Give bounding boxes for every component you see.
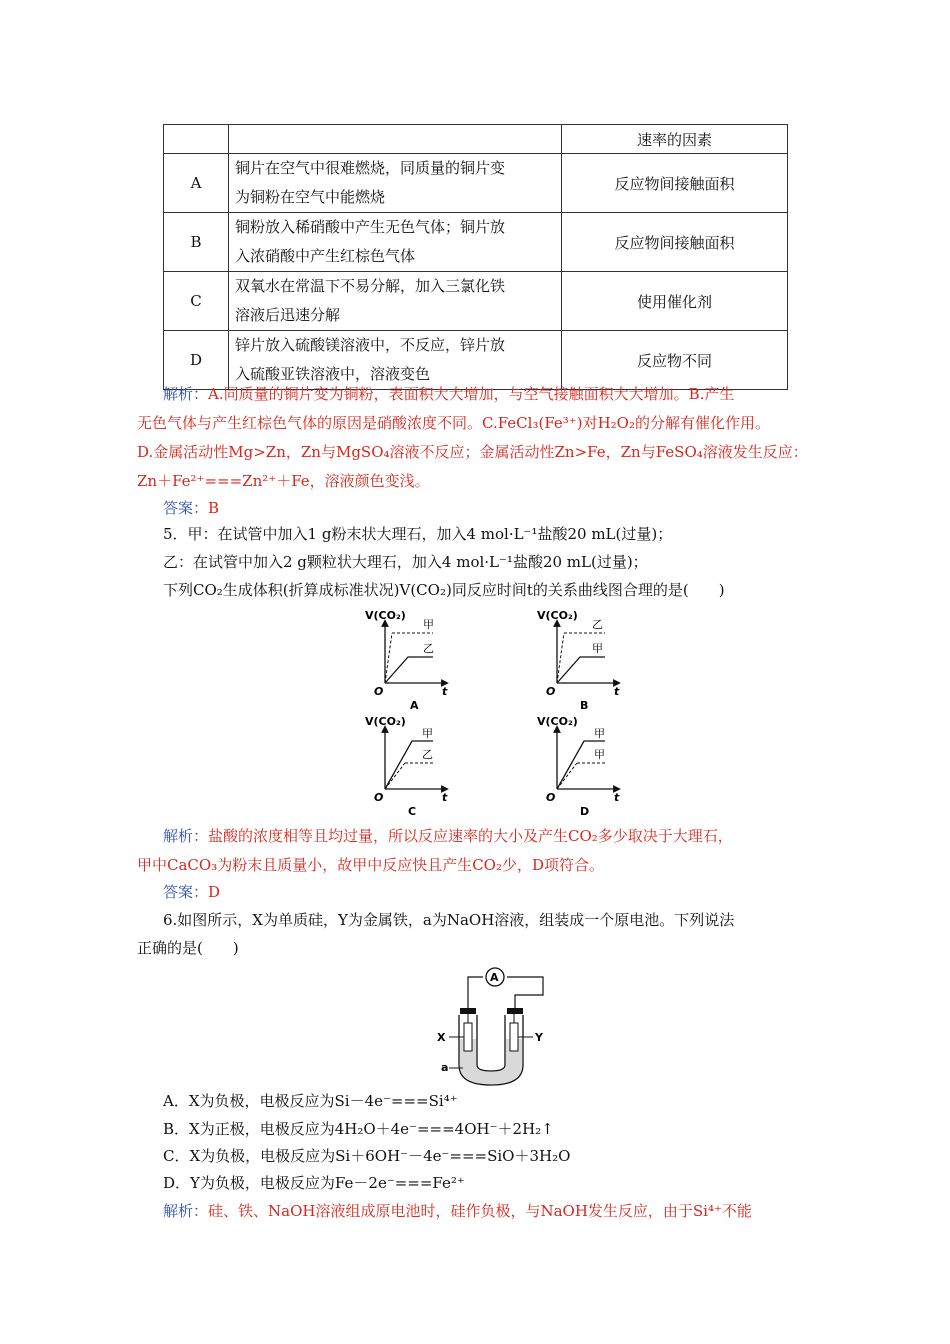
table-header-cell (229, 125, 562, 154)
row-phenomenon: 铜粉放入稀硝酸中产生无色气体；铜片放 入浓硝酸中产生红棕色气体 (229, 213, 562, 272)
table-row (164, 154, 788, 213)
u-tube-cell-diagram (435, 965, 555, 1090)
origin-label: O (546, 685, 556, 698)
electrode-x-label: X (437, 1031, 446, 1044)
electrode-y-label: Y (535, 1031, 543, 1044)
q5-answer: 答案：D (163, 883, 221, 901)
row-label: B (164, 213, 229, 272)
q5-stem-line-3: 下列CO₂生成体积(折算成标准状况)V(CO₂)同反应时间t的关系曲线图合理的是( ) (163, 581, 725, 599)
y-axis-label: V(CO₂) (537, 715, 578, 728)
factor-table (163, 124, 788, 390)
q4-answer: 答案：B (163, 499, 220, 517)
row-factor: 反应物间接触面积 (562, 213, 788, 272)
x-axis-label: t (614, 791, 620, 804)
curve-label-top: 甲 (423, 618, 434, 631)
row-label: C (164, 272, 229, 331)
q6-stem-line-1: 6.如图所示，X为单质硅，Y为金属铁，a为NaOH溶液，组装成一个原电池。下列说法 (163, 911, 735, 929)
row-label: D (164, 331, 229, 390)
q6-analysis-line-1: 解析：硅、铁、NaOH溶液组成原电池时，硅作负极，与NaOH发生反应，由于Si⁴⁺不能 (163, 1202, 752, 1220)
table-row (164, 272, 788, 331)
q6-stem-line-2: 正确的是( ) (137, 939, 239, 957)
curve-label-bottom: 乙 (422, 748, 433, 761)
table-header-cell: 速率的因素 (562, 125, 788, 154)
curve-label-top: 乙 (592, 618, 603, 631)
graph-panel-b (537, 609, 620, 712)
row-label: A (164, 154, 229, 213)
y-axis-label: V(CO₂) (365, 715, 406, 728)
y-axis-label: V(CO₂) (365, 609, 406, 622)
ammeter-label: A (490, 971, 499, 984)
table-header-cell (164, 125, 229, 154)
panel-letter: A (410, 699, 419, 712)
q6-option-b: B．X为正极，电极反应为4H₂O＋4e⁻===4OH⁻＋2H₂↑ (163, 1120, 554, 1138)
solution-label: a (441, 1061, 449, 1074)
origin-label: O (546, 791, 556, 804)
q5-analysis-line-2: 甲中CaCO₃为粉末且质量小，故甲中反应快且产生CO₂少，D项符合。 (137, 856, 605, 874)
row-phenomenon: 锌片放入硫酸镁溶液中，不反应，锌片放 入硫酸亚铁溶液中，溶液变色 (229, 331, 562, 390)
row-factor: 反应物间接触面积 (562, 154, 788, 213)
origin-label: O (374, 791, 384, 804)
q6-option-a: A．X为负极，电极反应为Si－4e⁻===Si⁴⁺ (163, 1092, 458, 1110)
panel-letter: B (580, 699, 589, 712)
x-axis-label: t (614, 685, 620, 698)
q5-analysis-line-1: 解析：盐酸的浓度相等且均过量，所以反应速率的大小及产生CO₂多少取决于大理石， (163, 827, 733, 845)
q4-analysis-line-1: 解析：A.同质量的铜片变为铜粉，表面积大大增加，与空气接触面积大大增加。B.产生 (163, 385, 735, 403)
curve-label-bottom: 甲 (592, 642, 603, 655)
q5-graphs (330, 605, 630, 820)
graph-panel-a (365, 609, 448, 712)
y-axis-label: V(CO₂) (537, 609, 578, 622)
graph-panel-d (537, 715, 620, 818)
q4-analysis-line-4: Zn＋Fe²⁺===Zn²⁺＋Fe，溶液颜色变浅。 (137, 472, 430, 490)
curve-label-top: 甲 (422, 727, 433, 740)
row-phenomenon: 双氧水在常温下不易分解，加入三氯化铁 溶液后迅速分解 (229, 272, 562, 331)
panel-letter: C (408, 805, 417, 818)
x-axis-label: t (442, 791, 448, 804)
q5-stem-line-2: 乙：在试管中加入2 g颗粒状大理石，加入4 mol·L⁻¹盐酸20 mL(过量)； (163, 553, 648, 571)
q4-analysis-line-2: 无色气体与产生红棕色气体的原因是硝酸浓度不同。C.FeCl₃(Fe³⁺)对H₂O₂的分解有催化作用。 (137, 414, 770, 432)
graph-panel-c (365, 715, 448, 818)
q6-option-d: D．Y为负极，电极反应为Fe－2e⁻===Fe²⁺ (163, 1174, 465, 1192)
q4-analysis-line-3: D.金属活动性Mg>Zn，Zn与MgSO₄溶液不反应；金属活动性Zn>Fe，Zn与FeSO₄溶液发生反应： (137, 443, 808, 461)
curve-label-top: 甲 (594, 727, 605, 740)
row-factor: 反应物不同 (562, 331, 788, 390)
x-axis-label: t (442, 685, 448, 698)
row-phenomenon: 铜片在空气中很难燃烧，同质量的铜片变 为铜粉在空气中能燃烧 (229, 154, 562, 213)
q6-option-c: C．X为负极，电极反应为Si＋6OH⁻－4e⁻===SiO＋3H₂O (163, 1147, 571, 1165)
panel-letter: D (580, 805, 590, 818)
row-factor: 使用催化剂 (562, 272, 788, 331)
curve-label-bottom: 乙 (423, 642, 434, 655)
table-row (164, 213, 788, 272)
curve-label-bottom: 甲 (594, 748, 605, 761)
table-header-row (164, 125, 788, 154)
origin-label: O (374, 685, 384, 698)
q5-stem-line-1: 5．甲：在试管中加入1 g粉末状大理石，加入4 mol·L⁻¹盐酸20 mL(过量)； (163, 525, 673, 543)
